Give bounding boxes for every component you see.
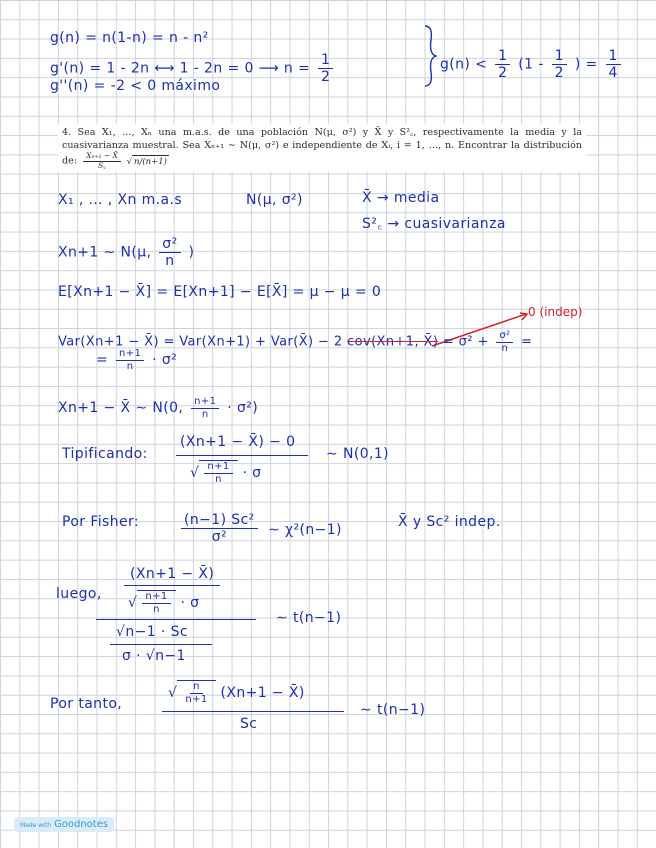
goodnotes-watermark: Made with Goodnotes: [14, 817, 114, 832]
therefore-fraction-bar: [162, 711, 344, 712]
g-second-derivative-line: g''(n) = -2 < 0 máximo: [50, 78, 221, 94]
problem-statement: 4. Sea X₁, …, Xₙ una m.a.s. de una población N(μ, σ²) y X̄ y S²꜀, respectivamente la media y la cuasivarianza muestral. Sea Xₙ₊₁ ∼ N(μ, σ²) e independiente de Xᵢ, i = 1, …, n. Encontrar la distribución de: $\frac{\text{Xₙ₊₁ − X̄}}{S꜀}$ √ n/(n+1): [58, 124, 586, 172]
critical-point-fraction: $\frac{1}{2}$: [318, 52, 333, 85]
problem-formula: $\frac{\text{Xₙ₊₁ − X̄}}{S꜀}$ √ n/(n+1): [80, 157, 169, 167]
therefore-denominator: Sc: [240, 716, 258, 732]
sample-definition: X₁ , … , Xn m.a.s: [58, 192, 183, 208]
chi-square-result: ∼ χ²(n−1): [268, 522, 342, 538]
luego-top-numerator: (Xn+1 − X̄): [130, 566, 215, 582]
quasivariance-label: S²꜀ → cuasivarianza: [362, 216, 506, 232]
student-t-result: ∼ t(n−1): [276, 610, 342, 626]
g-bound-line: g(n) < $\frac{1}{2}$ (1 - $\frac{1}{2}$ ) = $\frac{1}{4}$: [440, 48, 624, 81]
fisher-label: Por Fisher:: [62, 514, 140, 530]
standardization-fraction-bar: [176, 455, 308, 456]
independence-statement: X̄ y Sc² indep.: [398, 514, 501, 530]
therefore-numerator: √ $\frac{n}{n+1}$ (Xn+1 − X̄): [168, 681, 305, 705]
variance-result: = $\frac{n+1}{n}$ · σ²: [96, 348, 178, 372]
expectation-line: E[Xn+1 − X̄] = E[Xn+1] − E[X̄] = μ − μ = 0: [58, 284, 382, 300]
independence-note: 0 (indep): [528, 305, 583, 319]
difference-distribution: Xn+1 − X̄ ∼ N(0, $\frac{n+1}{n}$ · σ²): [58, 396, 259, 420]
mean-label: X̄ → media: [362, 190, 440, 206]
fisher-fraction: $\frac{\text{(n−1) Sc²}}{\text{σ²}}$: [178, 512, 261, 545]
standard-normal-result: ∼ N(0,1): [326, 446, 390, 462]
standardization-label: Tipificando:: [62, 446, 148, 462]
inner-fraction-bar-top: [124, 585, 220, 586]
g-function-line: g(n) = n(1-n) = n - n²: [50, 30, 209, 46]
curly-brace-icon: [423, 24, 437, 88]
standardization-numerator: (Xn+1 − X̄) − 0: [180, 434, 296, 450]
g-derivative-line: g'(n) = 1 - 2n ⟷ 1 - 2n = 0 ⟶ n = $\frac{1}{2}$: [50, 52, 336, 85]
inner-fraction-bar-bottom: [110, 644, 212, 645]
luego-label: luego,: [56, 586, 102, 602]
therefore-label: Por tanto,: [50, 696, 123, 712]
therefore-result: ∼ t(n−1): [360, 702, 426, 718]
luego-bottom-denominator: σ · √n−1: [122, 648, 186, 664]
xn1-distribution: Xn+1 ∼ N(μ, $\frac{\text{σ²}}{n}$ ): [58, 236, 195, 270]
main-fraction-bar: [96, 619, 256, 620]
population-distribution: N(μ, σ²): [246, 192, 303, 208]
luego-bottom-numerator: √n−1 · Sc: [116, 624, 188, 640]
luego-top-denominator: √ $\frac{n+1}{n}$ · σ: [128, 591, 200, 615]
standardization-denominator: √ $\frac{n+1}{n}$ · σ: [190, 461, 262, 485]
variance-line: Var(Xn+1 − X̄) = Var(Xn+1) + Var(X̄) − 2 cov(Xn+1, X̄) = σ² + $\frac{\text{σ²}}{n}$ =: [58, 330, 533, 354]
